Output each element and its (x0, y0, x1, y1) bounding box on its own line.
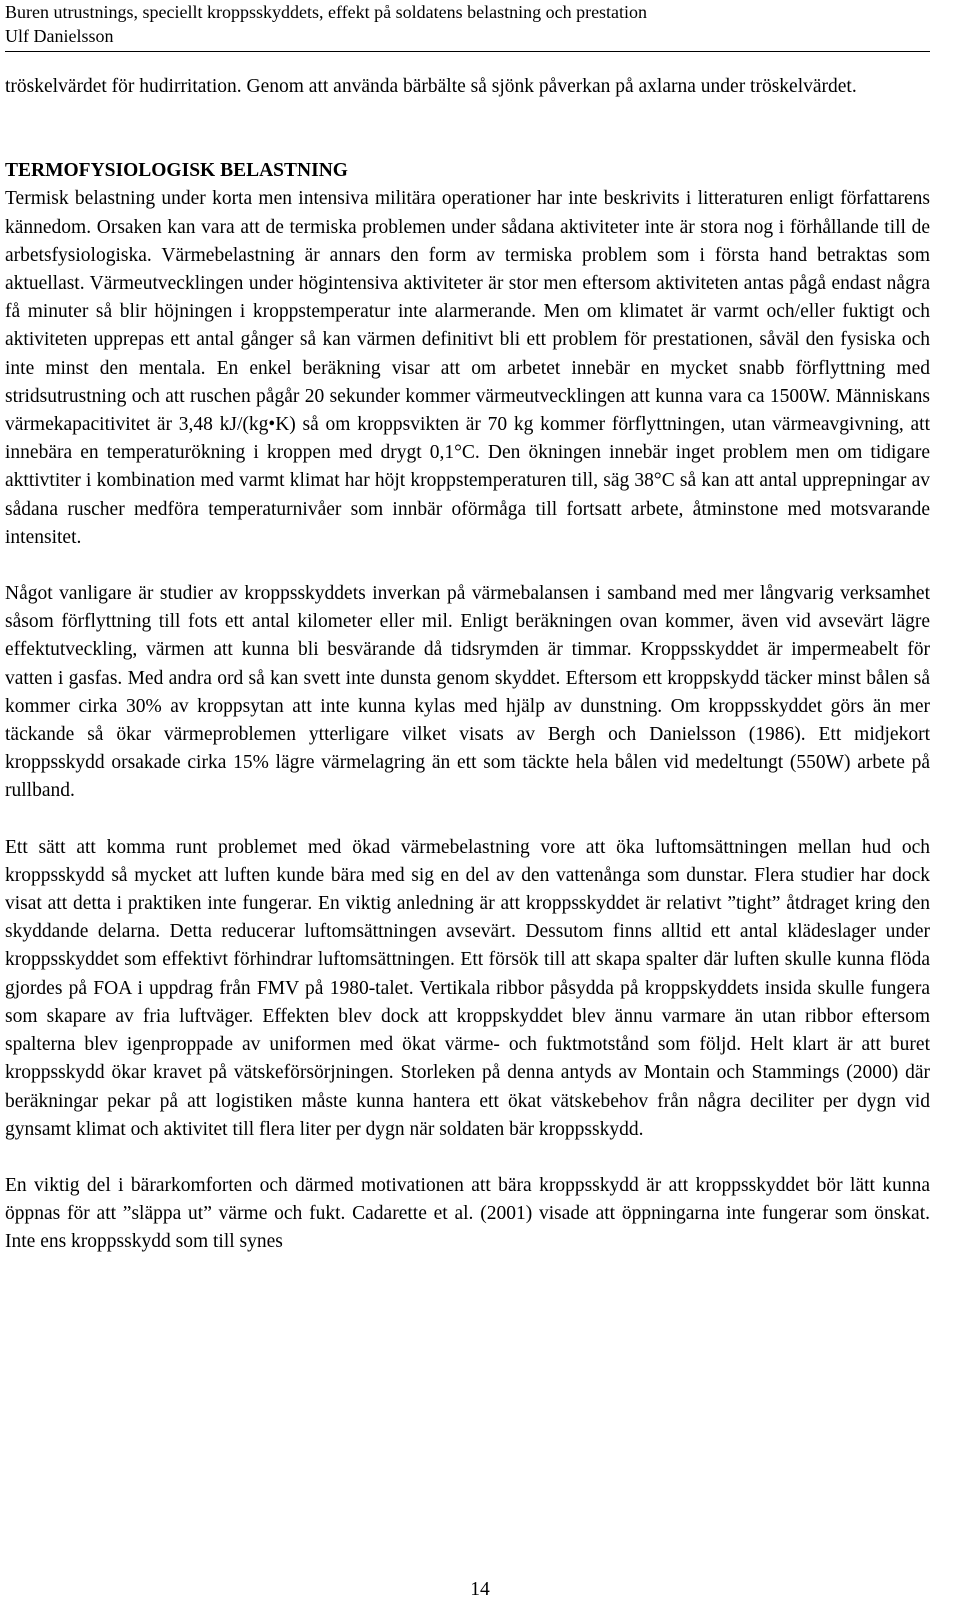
body-paragraph-3: Ett sätt att komma runt problemet med ökad värmebelastning vore att öka luftomsättningen mellan hud och kroppsskydd så mycket att luften kunde bära med sig en del av den vattenånga som dunstar. Flera studier har dock visat att detta i praktiken inte fungerar. En viktig anledning är att kroppsskyddet är relativt ”tight” åtdraget kring den skyddande delarna. Detta reducerar luftomsättningen avsevärt. Dessutom finns alltid ett antal klädeslager under kroppsskyddet som effektivt förhindrar luftomsättningen. Ett försök till att skapa spalter där luften skulle kunna flöda gjordes på FOA i uppdrag från FMV på 1980-talet. Vertikala ribbor påsydda på kroppskyddets insida skulle fungera som skapare av fria luftväger. Effekten blev dock att kroppskyddet blev ännu varmare än utan ribbor eftersom spalterna blev igenproppade av uniformen med ökat värme- och fuktmotstånd som följd. Helt klart är att buret kroppsskydd ökar kravet på vätskeförsörjningen. Storleken på denna antyds av Montain och Stammings (2000) där beräkningar pekar på att logistiken måste kunna hantera ett ökat vätskebehov från några deciliter per dygn vid gynsamt klimat och aktivitet till flera liter per dygn när soldaten bär kroppsskydd. (5, 836, 930, 1140)
page-body (5, 73, 930, 1257)
header-divider (5, 51, 930, 52)
running-header (5, 0, 930, 48)
body-paragraph-1: Termisk belastning under korta men intensiva militära operationer har inte beskrivits i litteraturen enligt författarens kännedom. Orsaken kan vara att de termiska problemen under sådana aktiviteter inte är stora nog i förhållande till de arbetsfysiologiska. Värmebelastning är annars den form av termiska problem som i första hand betraktas som aktuellast. Värmeutvecklingen under högintensiva aktiviteter är stor men eftersom aktiviteten antas pågå endast några få minuter så blir höjningen i kroppstemperatur inte alarmerande. Men om klimatet är varmt och/eller fuktigt och aktiviteten upprepas ett antal gånger så kan värmen definitivt bli ett problem för prestationen, såväl den fysiska och inte minst den mentala. En enkel beräkning visar att om arbetet innebär en mycket snabb förflyttning med stridsutrustning och att ruschen pågår 20 sekunder kommer värmeutvecklingen att kunna vara ca 1500W. Människans värmekapacitivitet är 3,48 kJ/(kg•K) så om kroppsvikten är 70 kg kommer förflyttningen, utan värmeavgivning, att innebära en temperaturökning i kroppen med drygt 0,1°C. Den ökningen innebär inget problem men om tidigare akttivtiter i kombination med varmt klimat har höjt kroppstemperaturen till, säg 38°C så kan att antal upprepningar av sådana ruscher medföra temperaturnivåer som innbär oförmåga till fortsatt arbete, åtminstone med motsvarande intensitet. (5, 188, 930, 548)
intro-paragraph: tröskelvärdet för hudirritation. Genom att använda bärbälte så sjönk påverkan på axlarna under tröskelvärdet. (5, 76, 857, 97)
document-title: Buren utrustnings, speciellt kroppsskyddets, effekt på soldatens belastning och prestation (5, 2, 648, 22)
body-paragraph-4: En viktig del i bärarkomforten och därmed motivationen att bära kroppsskydd är att kroppsskyddet bör lätt kunna öppnas för att ”släppa ut” värme och fukt. Cadarette et al. (2001) visade att öppningarna inte fungerar som önskat. Inte ens kroppsskydd som till synes (5, 1174, 930, 1253)
document-author: Ulf Danielsson (5, 26, 114, 46)
body-paragraph-2: Något vanligare är studier av kroppsskyddets inverkan på värmebalansen i samband med mer långvarig verksamhet såsom förflyttning till fots ett antal kilometer eller mil. Enligt beräkningen ovan kommer, även vid avsevärt lägre effektutveckling, värmen att kunna bli besvärande då tidsrymden är timmar. Kroppsskyddet är impermeabelt för vatten i gasfas. Med andra ord så kan svett inte dunsta genom skyddet. Eftersom ett kroppskydd täcker minst bålen så kommer cirka 30% av kroppsytan att inte kunna kylas med hjälp av dunstning. Om kroppsskyddet görs än mer täckande så ökar värmeproblemen ytterligare vilket visats av Bergh och Danielsson (1986). Ett midjekort kroppsskydd orsakade cirka 15% lägre värmelagring än ett som täckte hela bålen vid medeltungt (550W) arbete på rullband. (5, 583, 930, 802)
page-number: 14 (470, 1579, 490, 1600)
section-heading: TERMOFYSIOLOGISK BELASTNING (5, 160, 348, 182)
